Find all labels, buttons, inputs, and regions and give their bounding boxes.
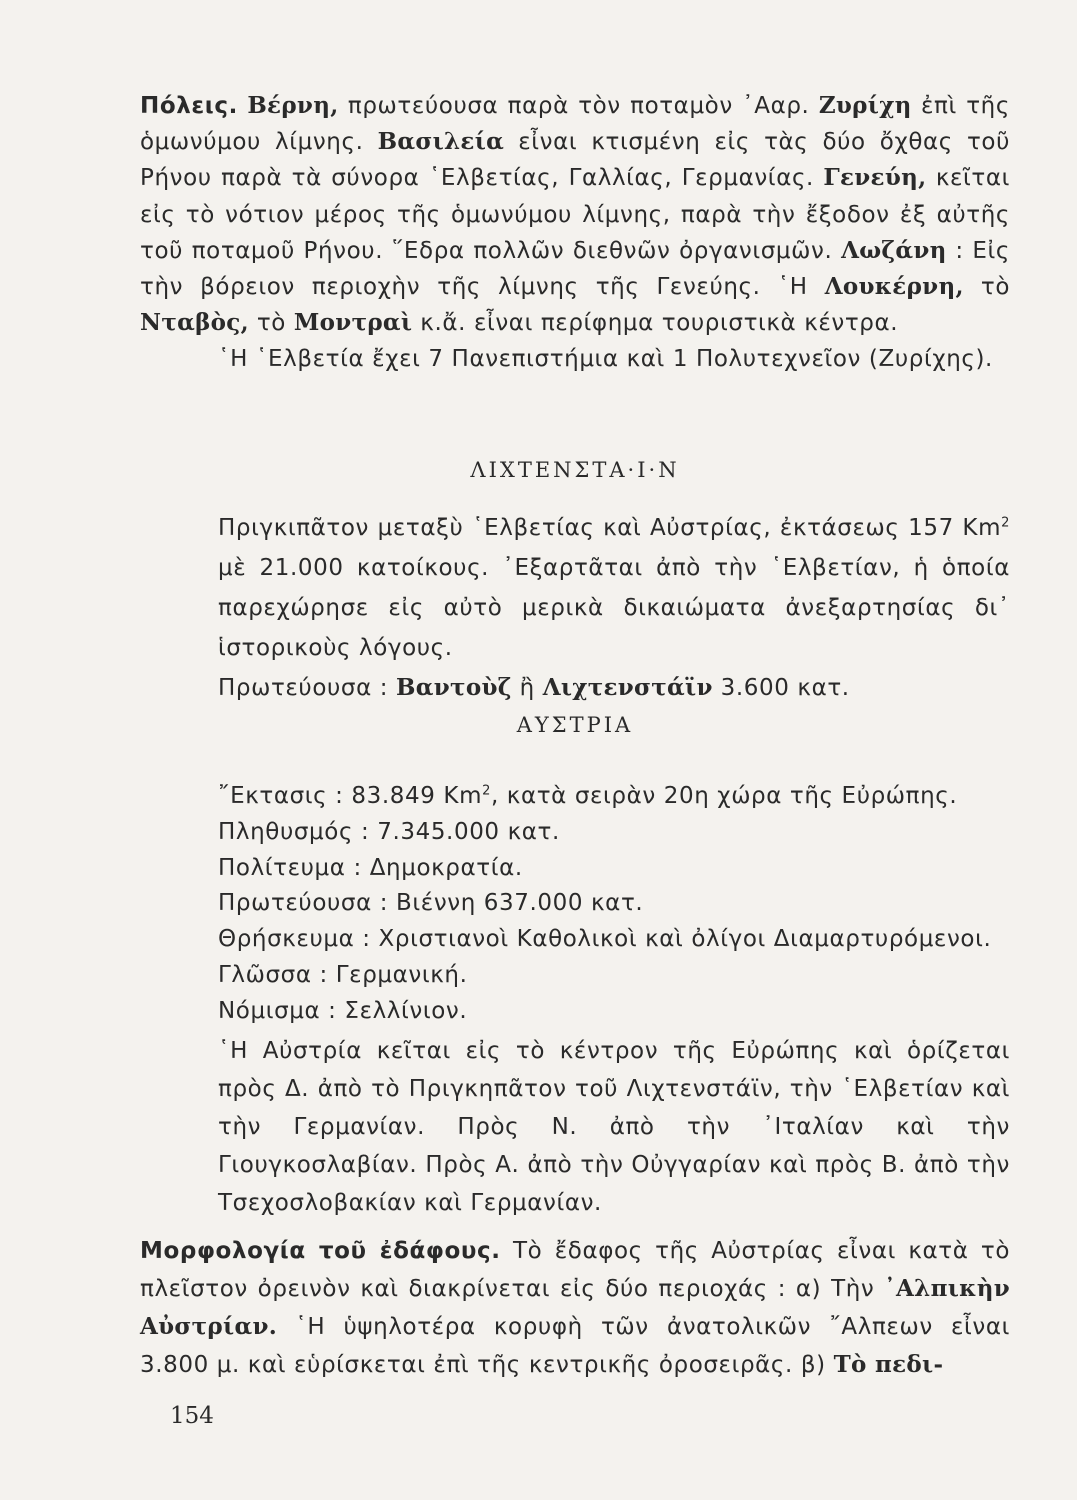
- austria-population: Πληθυσμός : 7.345.000 κατ.: [218, 818, 560, 845]
- morphology-section: [140, 1232, 1010, 1384]
- austria-language: Γλῶσσα : Γερμανική.: [218, 961, 468, 988]
- liechtenstein-section: [140, 508, 1010, 708]
- austria-capital: Πρωτεύουσα : Βιέννη 637.000 κατ.: [218, 890, 644, 917]
- universities-line: ῾Η ῾Ελβετία ἔχει 7 Πανεπιστήμια καὶ 1 Πολυτεχνεῖον (Ζυρίχης).: [218, 346, 993, 373]
- morphology-paragraph: Μορφολογία τοῦ ἐδάφους. Τὸ ἔδαφος τῆς Αὐστρίας εἶναι κατὰ τὸ πλεῖστον ὀρεινὸν καὶ διακρίνεται εἰς δύο περιοχάς : α) Τὴν ᾿Αλπικὴν Αὐστρίαν. ῾Η ὑψηλοτέρα κορυφὴ τῶν ἀνατολικῶν ῎Αλπεων εἶναι 3.800 μ. καὶ εὑρίσκεται ἐπὶ τῆς κεντρικῆς ὀροσειρᾶς. β) Τὸ πεδι-: [140, 1238, 1010, 1378]
- austria-religion: Θρήσκευμα : Χριστιανοὶ Καθολικοὶ καὶ ὀλίγοι Διαμαρτυρόμενοι.: [218, 926, 992, 953]
- morphology-label: Μορφολογία τοῦ ἐδάφους.: [140, 1238, 501, 1264]
- cities-paragraph: Πόλεις. Βέρνη, πρωτεύουσα παρὰ τὸν ποταμὸν ᾿Ααρ. Ζυρίχη ἐπὶ τῆς ὁμωνύμου λίμνης. Βασιλεία εἶναι κτισμένη εἰς τὰς δύο ὄχθας τοῦ Ρήνου παρὰ τὰ σύνορα ῾Ελβετίας, Γαλλίας, Γερμανίας. Γενεύη, κεῖται εἰς τὸ νότιον μέρος τῆς ὁμωνύμου λίμνης, παρὰ τὴν ἔξοδον ἐξ αὐτῆς τοῦ ποταμοῦ Ρήνου. ῞Εδρα πολλῶν διεθνῶν ὀργανισμῶν. Λωζάνη : Εἰς τὴν βόρειον περιοχὴν τῆς λίμνης τῆς Γενεύης. ῾Η Λουκέρνη, τὸ Νταβὸς, τὸ Μοντραὶ κ.ἄ. εἶναι περίφημα τουριστικὰ κέντρα.: [140, 92, 1010, 337]
- austria-facts: [140, 779, 1010, 1030]
- austria-area: ῎Εκτασις : 83.849 Km$^2$, κατὰ σειρὰν 20η χώρα τῆς Εὐρώπης.: [218, 783, 958, 809]
- austria-government: Πολίτευμα : Δημοκρατία.: [218, 854, 523, 881]
- page-number: 154: [170, 1403, 214, 1429]
- liechtenstein-heading: ΛΙΧΤΕΝΣΤΑ·Ι·Ν: [470, 458, 680, 482]
- austria-currency: Νόμισμα : Σελλίνιον.: [218, 997, 468, 1024]
- liechtenstein-capital: Πρωτεύουσα : Βαντοὺζ ἢ Λιχτενστάϊν 3.600 κατ.: [218, 674, 850, 701]
- liechtenstein-paragraph: Πριγκιπᾶτον μεταξὺ ῾Ελβετίας καὶ Αὐστρίας, ἐκτάσεως 157 Km$^2$ μὲ 21.000 κατοίκους. ᾿Εξαρτᾶται ἀπὸ τὴν ῾Ελβετίαν, ἡ ὁποία παρεχώρησε εἰς αὐτὸ μερικὰ δικαιώματα ἀνεξαρτησίας δι᾿ ἱστορικοὺς λόγους.: [218, 515, 1010, 661]
- austria-heading: ΑΥΣΤΡΙΑ: [516, 713, 634, 737]
- austria-borders-section: [140, 1032, 1010, 1222]
- cities-label: Πόλεις.: [140, 93, 238, 119]
- austria-borders-paragraph: ῾Η Αὐστρία κεῖται εἰς τὸ κέντρον τῆς Εὐρώπης καὶ ὁρίζεται πρὸς Δ. ἀπὸ τὸ Πριγκηπᾶτον τοῦ Λιχτενστάϊν, τὴν ῾Ελβετίαν καὶ τὴν Γερμανίαν. Πρὸς Ν. ἀπὸ τὴν ᾿Ιταλίαν καὶ τὴν Γιουγκοσλαβίαν. Πρὸς Α. ἀπὸ τὴν Οὐγγαρίαν καὶ πρὸς Β. ἀπὸ τὴν Τσεχοσλοβακίαν καὶ Γερμανίαν.: [218, 1038, 1010, 1216]
- cities-section: [140, 88, 1010, 378]
